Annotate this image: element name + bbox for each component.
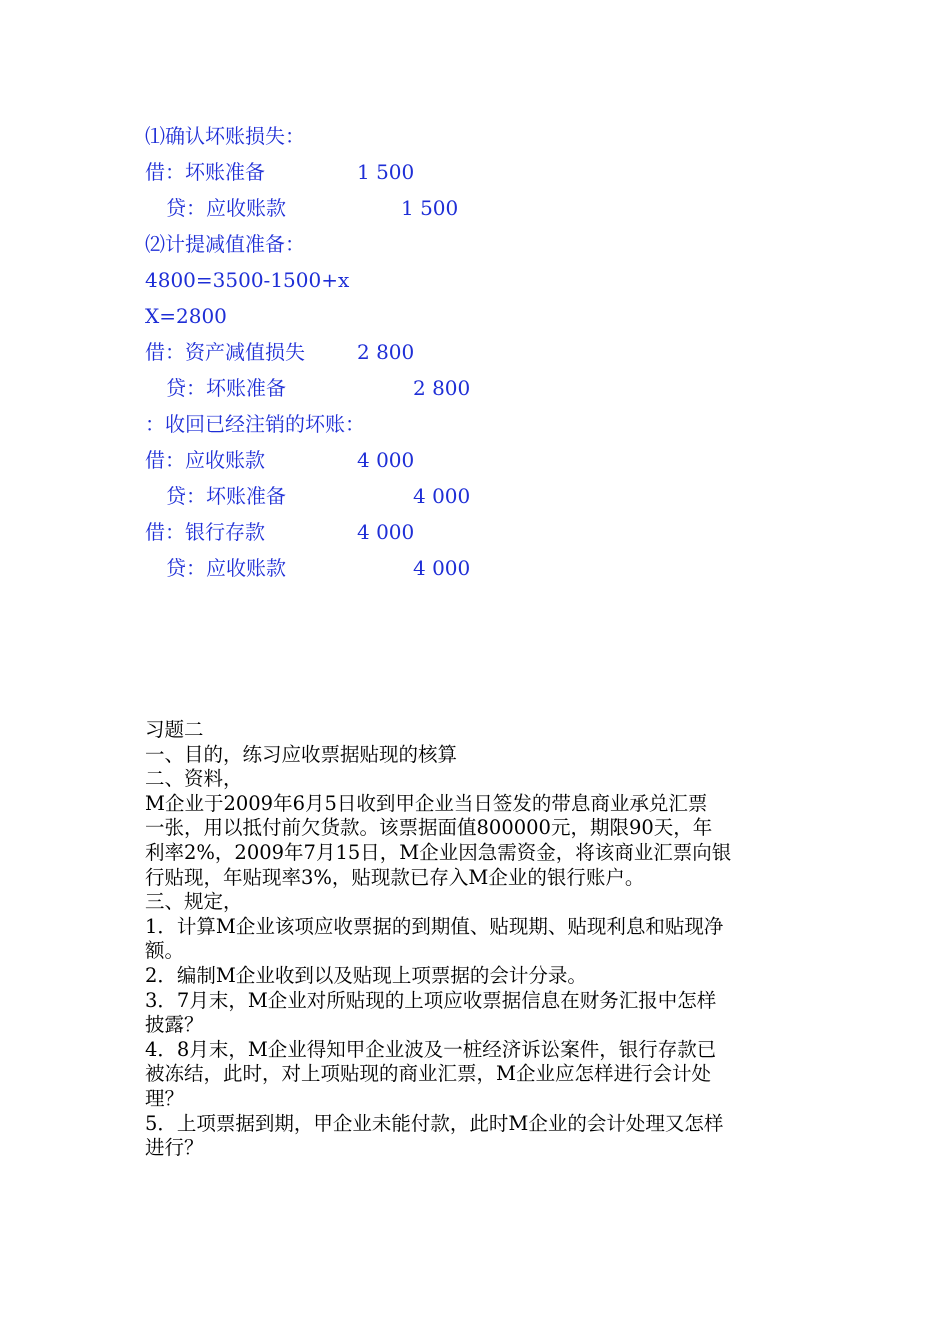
requirement-line: 5．上项票据到期，甲企业未能付款，此时M企业的会计处理又怎样 [145,1111,724,1135]
requirement-line: 被冻结，此时，对上项贴现的商业汇票，M企业应怎样进行会计处 [145,1062,711,1086]
debit-line: 借：坏账准备 1 500 [145,154,745,190]
credit-line: 贷：坏账准备 4 000 [145,478,745,514]
section-heading: 二、资料， [145,767,243,791]
entry-heading: ⑴确认坏账损失： [145,124,305,148]
debit-line: 借：应收账款 4 000 [145,442,745,478]
exercise-title: 习题二 [145,718,204,741]
exercise-purpose: 一、目的，练习应收票据贴现的核算 [145,742,458,766]
debit-line: 借：银行存款 4 000 [145,514,745,550]
requirement-line: 理？ [145,1086,185,1110]
amount: 1 500 [357,160,415,184]
amount: 4 000 [357,448,415,472]
requirement-line: 进行？ [145,1136,204,1160]
entry-heading: ：收回已经注销的坏账： [145,412,365,436]
section-heading: 三、规定， [145,890,243,914]
credit-line: 贷：应收账款 4 000 [145,550,745,586]
debit-line: 借：资产减值损失 2 800 [145,334,745,370]
paragraph-line: 利率2%，2009年7月15日，M企业因急需资金，将该商业汇票向银 [145,840,732,864]
requirement-line: 披露？ [145,1013,204,1037]
amount: 4 000 [413,484,471,508]
paragraph-line: 一张，用以抵付前欠货款。该票据面值800000元，期限90天，年 [145,816,713,840]
formula-line: X=2800 [145,304,227,328]
formula-line: 4800=3500-1500+x [145,268,350,292]
requirement-line: 2．编制M企业收到以及贴现上项票据的会计分录。 [145,963,587,987]
requirement-line: 1．计算M企业该项应收票据的到期值、贴现期、贴现利息和贴现净 [145,914,724,938]
paragraph-line: M企业于2009年6月5日收到甲企业当日签发的带息商业承兑汇票 [145,791,708,815]
requirement-line: 3．7月末，M企业对所贴现的上项应收票据信息在财务汇报中怎样 [145,988,717,1012]
entry-heading: ⑵计提减值准备： [145,232,305,256]
amount: 4 000 [413,556,471,580]
credit-line: 贷：坏账准备 2 800 [145,370,745,406]
requirement-line: 4．8月末，M企业得知甲企业波及一桩经济诉讼案件，银行存款已 [145,1037,717,1061]
amount: 4 000 [357,520,415,544]
amount: 2 800 [413,376,471,400]
amount: 2 800 [357,340,415,364]
requirement-line: 额。 [145,939,185,963]
credit-line: 贷：应收账款 1 500 [145,190,745,226]
journal-entries [145,118,745,586]
exercise-two [145,718,815,1161]
paragraph-line: 行贴现，年贴现率3%，贴现款已存入M企业的银行账户。 [145,865,645,889]
amount: 1 500 [401,196,459,220]
